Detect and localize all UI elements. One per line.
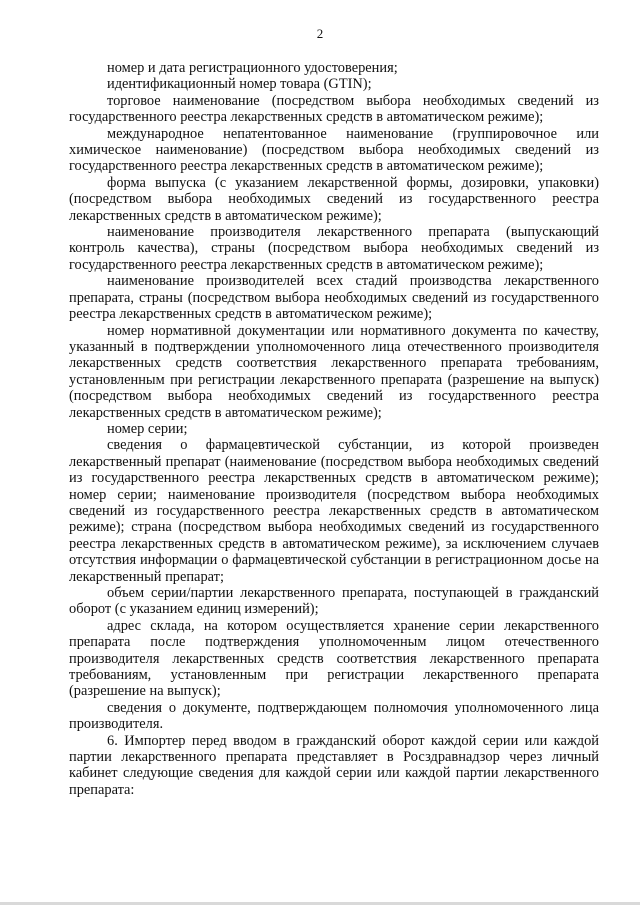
paragraph: идентификационный номер товара (GTIN); — [107, 76, 372, 93]
paragraph: номер серии; — [107, 420, 188, 437]
paragraph: сведения о фармацевтической субстанции, из которой произведен лекарственный препарат (наименование (посредством выбора необходимых сведений из государственного реестра лекарственных средств в автоматическом режиме); номер серии; наименование производителя (посредством выбора необходимых сведений из государственного реестра лекарственных средств в автоматическом режиме); страна (посредством выбора необходимых сведений из государственного реестра лекарственных средств в автоматическом режиме), за исключением случаев отсутствия информации о фармацевтической субстанции в регистрационном досье на лекарственный препарат; — [69, 437, 599, 585]
paragraph: адрес склада, на котором осуществляется хранение серии лекарственного препарата после подтверждения уполномоченным лицом отечественного производителя лекарственных средств соответствия лекарственного препарата требованиям, установленным при регистрации лекарственного препарата (разрешение на выпуск); — [69, 617, 599, 700]
paragraph: торговое наименование (посредством выбора необходимых сведений из государственного реестра лекарственных средств в автоматическом режиме); — [69, 92, 599, 126]
paragraph: 6. Импортер перед вводом в гражданский оборот каждой серии или каждой партии лекарственного препарата представляет в Росздравнадзор через личный кабинет следующие сведения для каждой серии или каждой партии лекарственного препарата: — [69, 732, 599, 798]
paragraph: номер и дата регистрационного удостоверения; — [107, 60, 398, 76]
paragraph: форма выпуска (с указанием лекарственной формы, дозировки, упаковки) (посредством выбора необходимых сведений из государственного реестра лекарственных средств в автоматическом режиме); — [69, 174, 599, 224]
paragraph: наименование производителей всех стадий производства лекарственного препарата, страны (посредством выбора необходимых сведений из государственного реестра лекарственных средств в автоматическом режиме); — [69, 273, 599, 323]
page-number: 2 — [316, 26, 324, 41]
paragraph: номер нормативной документации или нормативного документа по качеству, указанный в подтверждении уполномоченного лица отечественного производителя лекарственных средств соответствия лекарственного препарата требованиям, установленным при регистрации лекарственного препарата (разрешение на выпуск) (посредством выбора необходимых сведений из государственного реестра лекарственных средств в автоматическом режиме); — [69, 322, 599, 421]
paragraph: международное непатентованное наименование (группировочное или химическое наименование) (посредством выбора необходимых сведений из государственного реестра лекарственных средств в автоматическом режиме); — [69, 125, 599, 175]
paragraph: наименование производителя лекарственного препарата (выпускающий контроль качества), страны (посредством выбора необходимых сведений из государственного реестра лекарственных средств в автоматическом режиме); — [69, 224, 599, 273]
paragraph: сведения о документе, подтверждающем полномочия уполномоченного лица производителя. — [69, 699, 599, 733]
paragraph: объем серии/партии лекарственного препарата, поступающей в гражданский оборот (с указанием единиц измерений); — [69, 585, 599, 618]
document-body — [69, 60, 599, 798]
